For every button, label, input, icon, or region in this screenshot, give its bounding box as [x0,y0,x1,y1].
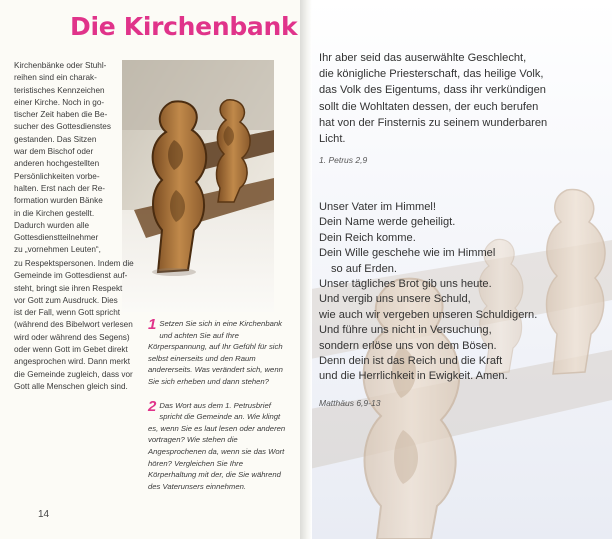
text-line: Persönlichkeiten vorbe- [14,171,100,181]
prayer-line: sondern erlöse uns von dem Bösen. [319,339,497,352]
text-line: halten. Erst nach der Re- [14,183,106,193]
text-line: sucher des Gottesdienstes [14,122,111,132]
prayer-line: Denn dein ist das Reich und die Kraft [319,355,503,368]
text-line: war dem Bischof oder [14,147,94,157]
task-text: Das Wort aus dem 1. Petrusbrief spricht die Gemeinde an. Wie klingt es, wenn Sie es laut lesen oder anderen vortragen? Wie stehen die Angesprochenen da, wenn sie das Wort hören? Vergleichen Sie Ihre Körperhaltung mit der, die Sie während des Vaterunsers einnehmen. [148,400,286,491]
text-line: anderen hochgestellten [14,159,100,169]
text-line: ist der Fall, wenn Gott spricht [14,308,121,318]
page-number: 14 [38,509,50,520]
text-line: Gott alle Menschen gleich sind. [14,381,128,391]
book-gutter [300,0,312,539]
page-title: Die Kirchenbank [70,12,298,41]
bible-verse [319,50,547,147]
text-line: angesprochen wird. Dann merkt [14,357,131,367]
text-line: Gottesdienstteilnehmer [14,233,99,243]
prayer-line: Unser Vater im Himmel! [319,201,436,213]
prayer-line: Dein Reich komme. [319,231,416,244]
prayer-line: so auf Erden. [331,262,397,275]
prayer-line: Und vergib uns unsere Schuld, [319,293,471,306]
text-line: in die Kirchen gestellt. [14,208,95,218]
prayer-line: Unser tägliches Brot gib uns heute. [319,278,492,291]
verse-line: Licht. [319,133,346,146]
text-line: formation wurden Bänke [14,196,103,206]
text-line: reihen sind ein charak- [14,73,97,83]
text-line: (während des Bibelwort verlesen [14,320,133,330]
verse-line: sollt die Wohltaten dessen, der euch berufen [319,100,539,113]
prayer-reference: Matthäus 6,9-13 [319,398,381,408]
prayer-line: und die Herrlichkeit in Ewigkeit. Amen. [319,370,508,383]
text-line: vor Gott zum Ausdruck. Dies [14,295,118,305]
text-line: zu Respektspersonen. Indem die [14,259,134,268]
verse-line: hat von der Finsternis zu seinem wunderbaren [319,116,548,129]
verse-line: die königliche Priesterschaft, das heilige Volk, [319,68,544,81]
text-line: Gemeinde im Gottesdienst auf- [14,271,128,281]
prayer-line: wie auch wir vergeben unseren Schuldigern. [319,308,538,321]
text-line: Kirchenbänke oder Stuhl- [14,61,107,70]
prayer-line: Dein Wille geschehe wie im Himmel [319,247,496,260]
text-line: teristisches Kennzeichen [14,85,105,95]
text-line: gestanden. Das Sitzen [14,134,97,144]
text-line: wird oder während des Segens) [14,332,130,342]
continued-paragraph [14,258,137,393]
text-line: Dadurch wurden alle [14,220,90,230]
text-line: einer Kirche. Noch in go- [14,97,105,107]
verse-line: das Volk des Eigentums, dass ihr verkündigen [319,84,546,97]
tasks-list [148,318,290,504]
task-item [148,318,290,388]
text-line: zu „vornehmen Leuten“, [14,245,101,255]
text-line: tischer Zeit haben die Be- [14,110,108,120]
task-text: Setzen Sie sich in eine Kirchenbank und achten Sie auf Ihre Körperspannung, auf Ihr Gefühl für sich selbst einerseits und den Raum andererseits. Was verändert sich, wenn Sie sich erheben und dann stehen? [148,319,283,386]
prayer-line: Und führe uns nicht in Versuchung, [319,324,492,337]
intro-paragraph [14,60,117,257]
prayer-line: Dein Name werde geheiligt. [319,216,456,229]
text-line: steht, bringt sie ihren Respekt [14,283,123,293]
task-item [148,397,290,493]
lords-prayer [319,200,537,385]
task-number: 2 [148,397,157,415]
right-page [305,0,612,539]
left-page [0,0,302,539]
task-number: 1 [148,316,157,333]
verse-reference: 1. Petrus 2,9 [319,155,368,165]
text-line: die Gemeinde zugleich, dass vor [14,369,133,379]
text-line: oder wenn Gott im Gebet direkt [14,345,128,355]
church-pew-photo [122,60,274,312]
verse-line: Ihr aber seid das auserwählte Geschlecht, [319,52,527,64]
